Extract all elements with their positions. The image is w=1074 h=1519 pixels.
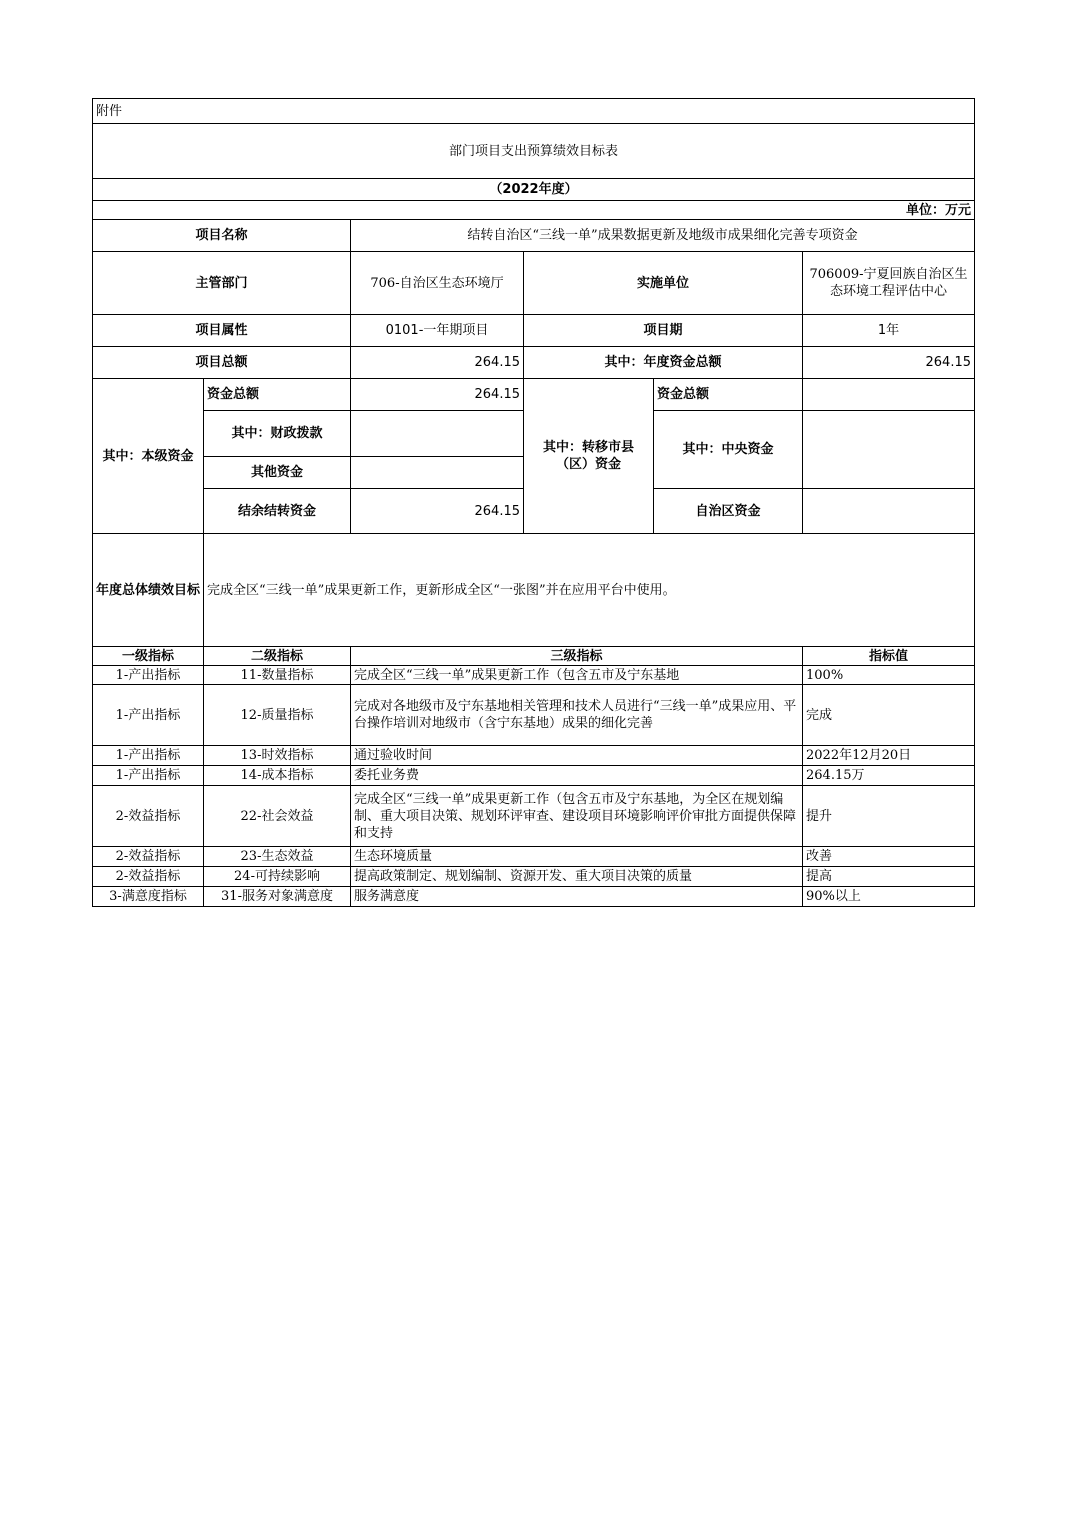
table-row [93, 786, 975, 847]
project-name-value: 结转自治区“三线一单”成果数据更新及地级市成果细化完善专项资金 [351, 220, 975, 252]
indicator-l1: 1-产出指标 [93, 766, 204, 786]
indicator-value: 提升 [803, 786, 975, 847]
indicator-l3: 通过验收时间 [351, 746, 803, 766]
fiscal-allocation-value [351, 411, 524, 457]
table-row [93, 867, 975, 887]
indicator-value: 264.15万 [803, 766, 975, 786]
indicator-l3: 服务满意度 [351, 887, 803, 907]
dept-label: 主管部门 [93, 252, 351, 315]
header-level2: 二级指标 [204, 647, 351, 666]
indicator-value: 2022年12月20日 [803, 746, 975, 766]
indicator-l2: 13-时效指标 [204, 746, 351, 766]
transfer-total-value [803, 379, 975, 411]
local-total-value: 264.15 [351, 379, 524, 411]
indicator-l1: 1-产出指标 [93, 746, 204, 766]
indicator-value: 100% [803, 666, 975, 685]
indicator-l2: 31-服务对象满意度 [204, 887, 351, 907]
fiscal-year: （2022年度） [93, 179, 975, 201]
indicator-l1: 3-满意度指标 [93, 887, 204, 907]
indicator-l2: 23-生态效益 [204, 847, 351, 867]
central-funds-value [803, 411, 975, 489]
indicator-l1: 2-效益指标 [93, 786, 204, 847]
indicator-l2: 11-数量指标 [204, 666, 351, 685]
local-funds-group-label: 其中：本级资金 [93, 379, 204, 534]
header-level3: 三级指标 [351, 647, 803, 666]
indicator-l3: 完成对各地级市及宁东基地相关管理和技术人员进行“三线一单”成果应用、平台操作培训对地级市（含宁东基地）成果的细化完善 [351, 685, 803, 746]
project-total-value: 264.15 [351, 347, 524, 379]
project-period-value: 1年 [803, 315, 975, 347]
indicator-l1: 1-产出指标 [93, 685, 204, 746]
central-funds-label: 其中：中央资金 [654, 411, 803, 489]
page-title: 部门项目支出预算绩效目标表 [93, 124, 975, 179]
other-funds-value [351, 457, 524, 489]
project-total-label: 项目总额 [93, 347, 351, 379]
region-funds-value [803, 489, 975, 534]
indicator-l2: 24-可持续影响 [204, 867, 351, 887]
table-row [93, 685, 975, 746]
table-row [93, 746, 975, 766]
table-row [93, 766, 975, 786]
indicator-l1: 2-效益指标 [93, 847, 204, 867]
table-row [93, 847, 975, 867]
indicator-l1: 2-效益指标 [93, 867, 204, 887]
dept-value: 706-自治区生态环境厅 [351, 252, 524, 315]
table-row [93, 887, 975, 907]
other-funds-label: 其他资金 [204, 457, 351, 489]
indicator-value: 改善 [803, 847, 975, 867]
table-row [93, 666, 975, 685]
project-attr-value: 0101-一年期项目 [351, 315, 524, 347]
project-period-label: 项目期 [524, 315, 803, 347]
transfer-funds-group-label: 其中：转移市县（区）资金 [524, 379, 654, 534]
project-name-label: 项目名称 [93, 220, 351, 252]
carryover-funds-label: 结余结转资金 [204, 489, 351, 534]
indicator-value: 提高 [803, 867, 975, 887]
annual-goal-label: 年度总体绩效目标 [93, 534, 204, 647]
indicator-l3: 完成全区“三线一单”成果更新工作（包含五市及宁东基地 [351, 666, 803, 685]
indicator-l2: 14-成本指标 [204, 766, 351, 786]
fiscal-allocation-label: 其中：财政拨款 [204, 411, 351, 457]
indicator-l3: 完成全区“三线一单”成果更新工作（包含五市及宁东基地，为全区在规划编制、重大项目决策、规划环评审查、建设项目环境影响评价审批方面提供保障和支持 [351, 786, 803, 847]
indicator-l2: 12-质量指标 [204, 685, 351, 746]
indicator-l3: 提高政策制定、规划编制、资源开发、重大项目决策的质量 [351, 867, 803, 887]
indicator-l1: 1-产出指标 [93, 666, 204, 685]
performance-target-table [92, 98, 975, 907]
transfer-total-label: 资金总额 [654, 379, 803, 411]
indicator-value: 完成 [803, 685, 975, 746]
indicator-l3: 委托业务费 [351, 766, 803, 786]
annual-goal-text: 完成全区“三线一单”成果更新工作，更新形成全区“一张图”并在应用平台中使用。 [204, 534, 975, 647]
carryover-funds-value: 264.15 [351, 489, 524, 534]
attachment-label: 附件 [93, 99, 975, 124]
indicator-l3: 生态环境质量 [351, 847, 803, 867]
annual-total-value: 264.15 [803, 347, 975, 379]
impl-unit-label: 实施单位 [524, 252, 803, 315]
project-attr-label: 项目属性 [93, 315, 351, 347]
impl-unit-value: 706009-宁夏回族自治区生态环境工程评估中心 [803, 252, 975, 315]
header-value: 指标值 [803, 647, 975, 666]
unit-label: 单位：万元 [93, 201, 975, 220]
region-funds-label: 自治区资金 [654, 489, 803, 534]
header-level1: 一级指标 [93, 647, 204, 666]
annual-total-label: 其中：年度资金总额 [524, 347, 803, 379]
indicator-l2: 22-社会效益 [204, 786, 351, 847]
indicator-value: 90%以上 [803, 887, 975, 907]
local-total-label: 资金总额 [204, 379, 351, 411]
